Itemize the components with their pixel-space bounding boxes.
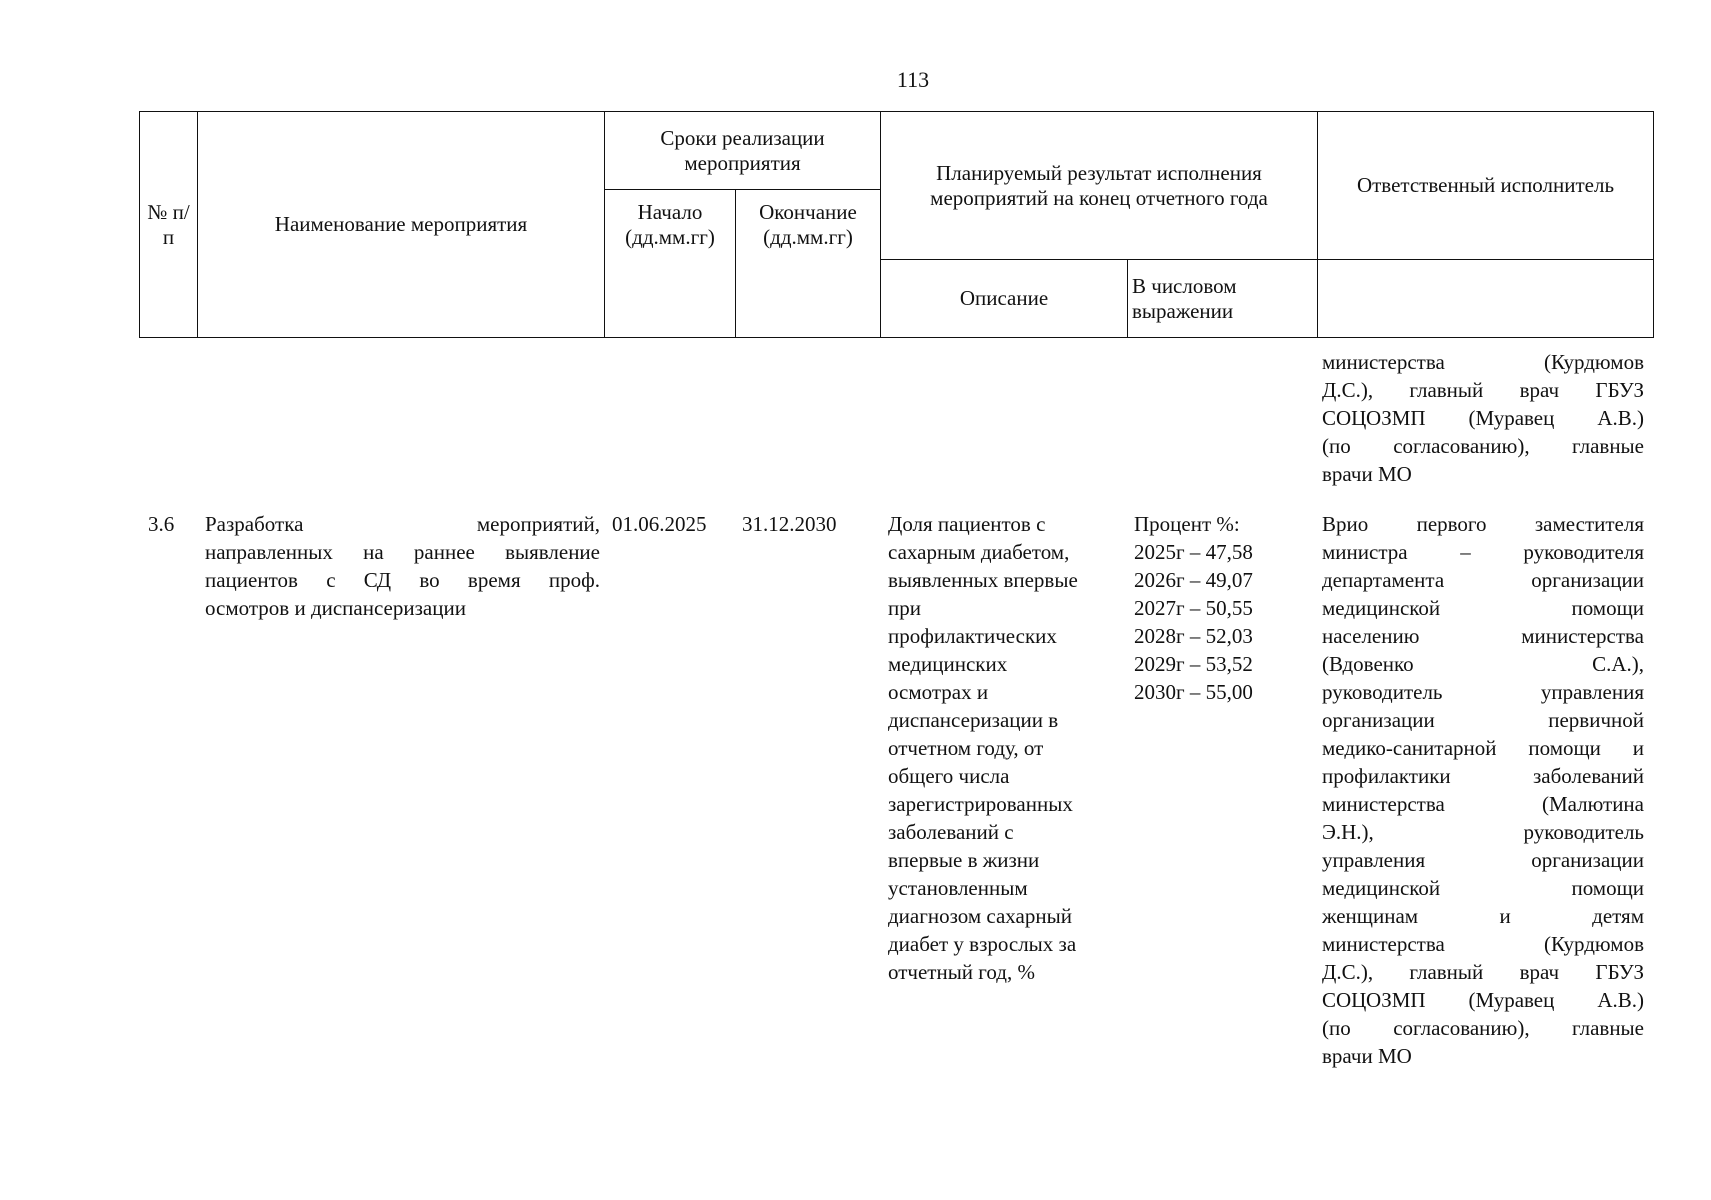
- continuation-line: (по согласованию), главные: [1322, 434, 1644, 458]
- resp-line: медицинской помощи: [1322, 876, 1644, 900]
- header-numeric: В числовом выражении: [1128, 260, 1318, 338]
- resp-line: женщинам и детям: [1322, 904, 1644, 928]
- row-num: 3.6: [148, 512, 175, 536]
- desc-line: общего числа: [888, 764, 1010, 788]
- numeric-line: 2028г – 52,03: [1134, 624, 1253, 648]
- numeric-line: 2025г – 47,58: [1134, 540, 1253, 564]
- header-end: Окончание (дд.мм.гг): [736, 190, 881, 338]
- numeric-line: 2026г – 49,07: [1134, 568, 1253, 592]
- desc-line: отчетном году, от: [888, 736, 1044, 760]
- row-name-line: пациентов с СД во время проф.: [205, 568, 600, 592]
- header-empty-cell: [1318, 260, 1654, 338]
- resp-line: министерства (Малютина: [1322, 792, 1644, 816]
- desc-line: диспансеризации в: [888, 708, 1059, 732]
- numeric-line: 2029г – 53,52: [1134, 652, 1253, 676]
- resp-line: (по согласованию), главные: [1322, 1016, 1644, 1040]
- table-header: [139, 111, 1654, 338]
- resp-line: медицинской помощи: [1322, 596, 1644, 620]
- header-description: Описание: [881, 260, 1128, 338]
- continuation-responsible: [1322, 348, 1644, 488]
- desc-line: профилактических: [888, 624, 1057, 648]
- resp-line: населению министерства: [1322, 624, 1644, 648]
- row-name: [205, 510, 600, 622]
- resp-line: министра – руководителя: [1322, 540, 1644, 564]
- row-numeric: [1134, 510, 1324, 706]
- continuation-line: врачи МО: [1322, 462, 1412, 486]
- resp-line: СОЦОЗМП (Муравец А.В.): [1322, 988, 1644, 1012]
- header-num: № п/п: [140, 112, 198, 338]
- resp-line: (Вдовенко С.А.),: [1322, 652, 1644, 676]
- row-name-line: осмотров и диспансеризации: [205, 596, 466, 620]
- resp-line: профилактики заболеваний: [1322, 764, 1644, 788]
- desc-line: установленным: [888, 876, 1028, 900]
- desc-line: медицинских: [888, 652, 1008, 676]
- desc-line: диагнозом сахарный: [888, 904, 1072, 928]
- desc-line: выявленных впервые: [888, 568, 1078, 592]
- row-name-line: Разработка мероприятий,: [205, 512, 600, 536]
- header-start: Начало (дд.мм.гг): [605, 190, 736, 338]
- row-description: [888, 510, 1128, 986]
- resp-line: медико-санитарной помощи и: [1322, 736, 1644, 760]
- resp-line: министерства (Курдюмов: [1322, 932, 1644, 956]
- header-name: Наименование мероприятия: [198, 112, 605, 338]
- resp-line: организации первичной: [1322, 708, 1644, 732]
- numeric-line: 2030г – 55,00: [1134, 680, 1253, 704]
- row-name-line: направленных на раннее выявление: [205, 540, 600, 564]
- desc-line: диабет у взрослых за: [888, 932, 1077, 956]
- desc-line: при: [888, 596, 921, 620]
- page-number: 113: [896, 67, 930, 92]
- row-responsible: [1322, 510, 1644, 1070]
- desc-line: осмотрах и: [888, 680, 989, 704]
- header-responsible: Ответственный исполнитель: [1318, 112, 1654, 260]
- row-start-date: 01.06.2025: [612, 512, 707, 536]
- header-result: Планируемый результат исполнения мероприятий на конец отчетного года: [881, 112, 1318, 260]
- resp-line: руководитель управления: [1322, 680, 1644, 704]
- header-terms: Сроки реализации мероприятия: [605, 112, 881, 190]
- continuation-line: Д.С.), главный врач ГБУЗ: [1322, 378, 1644, 402]
- desc-line: зарегистрированных: [888, 792, 1073, 816]
- numeric-line: 2027г – 50,55: [1134, 596, 1253, 620]
- desc-line: впервые в жизни: [888, 848, 1040, 872]
- desc-line: сахарным диабетом,: [888, 540, 1070, 564]
- desc-line: Доля пациентов с: [888, 512, 1046, 536]
- resp-line: врачи МО: [1322, 1044, 1412, 1068]
- desc-line: отчетный год, %: [888, 960, 1035, 984]
- continuation-line: СОЦОЗМП (Муравец А.В.): [1322, 406, 1644, 430]
- resp-line: департамента организации: [1322, 568, 1644, 592]
- resp-line: управления организации: [1322, 848, 1644, 872]
- continuation-line: министерства (Курдюмов: [1322, 350, 1644, 374]
- resp-line: Врио первого заместителя: [1322, 512, 1644, 536]
- row-end-date: 31.12.2030: [742, 512, 837, 536]
- desc-line: заболеваний с: [888, 820, 1014, 844]
- resp-line: Э.Н.), руководитель: [1322, 820, 1644, 844]
- numeric-line: Процент %:: [1134, 512, 1240, 536]
- resp-line: Д.С.), главный врач ГБУЗ: [1322, 960, 1644, 984]
